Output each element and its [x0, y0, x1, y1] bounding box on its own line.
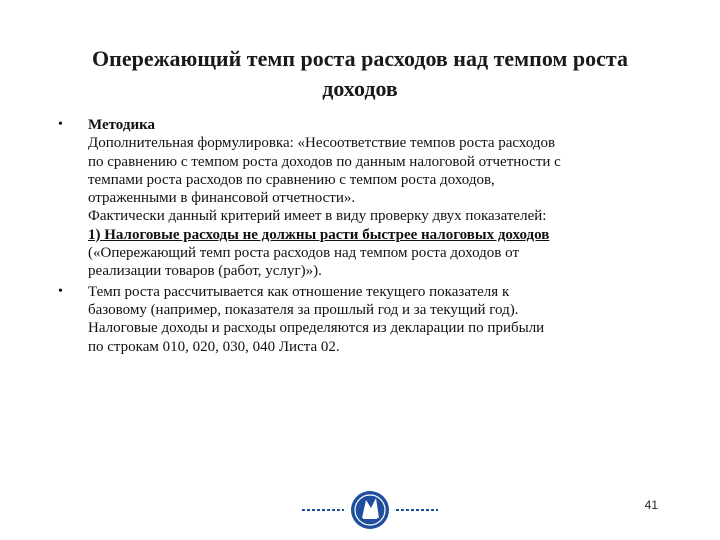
- text-line: базовому (например, показателя за прошлый год и за текущий год).: [88, 301, 519, 318]
- text-line: реализации товаров (работ, услуг)»).: [88, 263, 322, 280]
- text-line: по строкам 010, 020, 030, 040 Листа 02.: [88, 338, 340, 355]
- page-number: 41: [644, 498, 658, 512]
- bullet-item-growth-rate: [58, 283, 668, 356]
- text-line: по сравнению с темпом роста доходов по данным налоговой отчетности с: [88, 153, 561, 170]
- emblem-icon: [351, 491, 389, 529]
- bullet-heading: Методика: [88, 117, 156, 133]
- slide-title: [40, 44, 680, 104]
- text-line: Дополнительная формулировка: «Несоответствие темпов роста расходов: [88, 135, 556, 152]
- text-line: Фактически данный критерий имеет в виду проверку двух показателей:: [88, 208, 547, 225]
- emphasis-line: 1) Налоговые расходы не должны расти быстрее налоговых доходов: [88, 226, 550, 243]
- text-line: Темп роста рассчитывается как отношение текущего показателя к: [88, 283, 510, 300]
- bullet-item-methodology: [58, 116, 668, 281]
- text-line: («Опережающий темп роста расходов над темпом роста доходов от: [88, 245, 520, 262]
- footer-logo: [300, 488, 440, 532]
- bullet-marker: •: [58, 117, 63, 132]
- bullet-marker: •: [58, 283, 63, 299]
- title-line-2: доходов: [322, 76, 398, 101]
- text-line: отраженными в финансовой отчетности».: [88, 190, 356, 207]
- text-line: темпами роста расходов по сравнению с темпом роста доходов,: [88, 171, 495, 188]
- bullet-list: [58, 116, 668, 356]
- text-line: Налоговые доходы и расходы определяются из декларации по прибыли: [88, 320, 545, 337]
- title-line-1: Опережающий темп роста расходов над темпом роста: [92, 46, 628, 71]
